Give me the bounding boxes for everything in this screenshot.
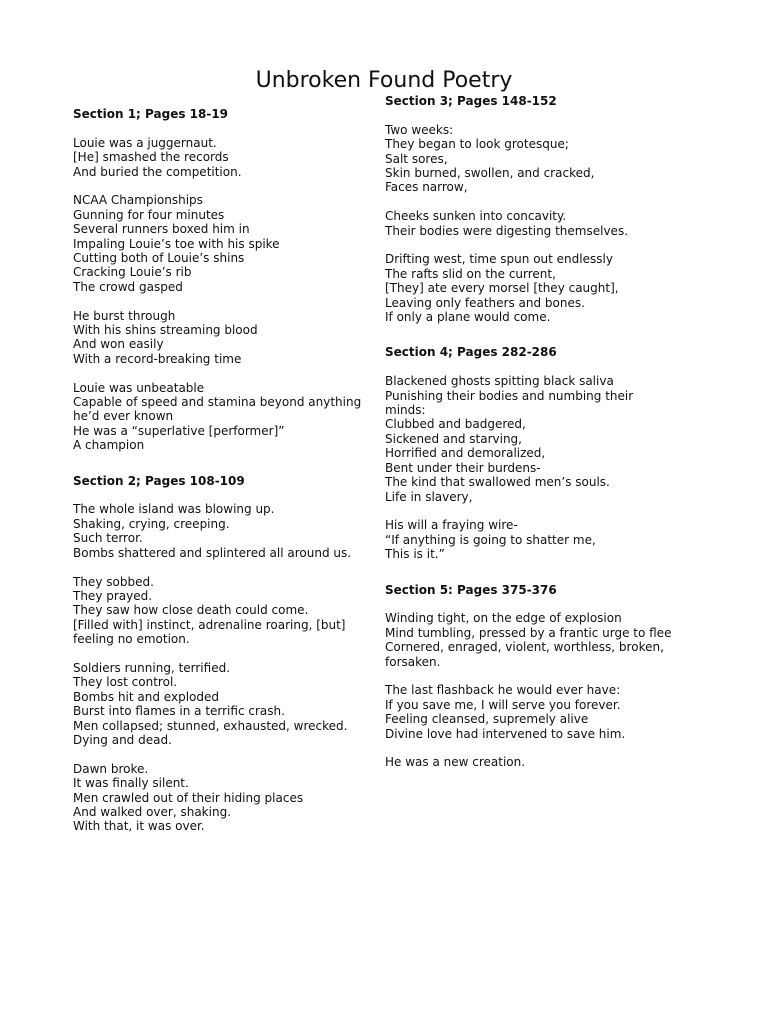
stanza — [73, 502, 393, 560]
poem-line: he’d ever known — [73, 409, 174, 424]
poem-line: Such terror. — [73, 531, 143, 546]
poem-line: If you save me, I will serve you forever. — [385, 697, 621, 712]
poem-line: Their bodies were digesting themselves. — [385, 223, 629, 238]
section-4 — [385, 345, 705, 561]
poem-line: The whole island was blowing up. — [73, 502, 275, 517]
poem-line: With a record-breaking time — [73, 351, 242, 366]
poem-line: Burst into flames in a terrific crash. — [73, 704, 285, 719]
poem-line: The rafts slid on the current, — [385, 266, 556, 281]
poem-line: With his shins streaming blood — [73, 323, 258, 338]
stanza — [385, 518, 705, 561]
poem-line: Punishing their bodies and numbing their — [385, 388, 634, 403]
poem-line: And walked over, shaking. — [73, 804, 232, 819]
section-heading: Section 4; Pages 282-286 — [385, 345, 557, 360]
poem-line: It was finally silent. — [73, 776, 189, 791]
stanza — [73, 381, 393, 453]
poem-line: They saw how close death could come. — [73, 603, 309, 618]
section-heading: Section 3; Pages 148-152 — [385, 94, 557, 108]
poem-line: “If anything is going to shatter me, — [385, 532, 596, 547]
stanza — [73, 575, 393, 647]
poem-line: [He] smashed the records — [73, 150, 229, 165]
poem-line: They prayed. — [73, 588, 153, 603]
left-column — [73, 107, 393, 834]
poem-line: He was a “superlative [performer]” — [73, 423, 285, 438]
stanza — [385, 374, 705, 504]
poem-line: Bombs shattered and splintered all around us. — [73, 545, 352, 560]
right-column — [385, 94, 705, 770]
poem-line: Leaving only feathers and bones. — [385, 295, 585, 310]
poem-line: The last flashback he would ever have: — [385, 683, 621, 698]
poem-line: They began to look grotesque; — [385, 137, 569, 152]
page-title: Unbroken Found Poetry — [255, 68, 513, 93]
poem-line: Mind tumbling, pressed by a frantic urge to flee — [385, 625, 672, 640]
poem-line: Sickened and starving, — [385, 431, 522, 446]
poem-line: Impaling Louie’s toe with his spike — [73, 236, 280, 251]
section-2 — [73, 474, 393, 834]
poem-line: Salt sores, — [385, 151, 448, 166]
poem-line: And won easily — [73, 337, 164, 352]
poem-line: Cheeks sunken into concavity. — [385, 209, 567, 224]
poem-line: A champion — [73, 438, 145, 453]
poem-line: Winding tight, on the edge of explosion — [385, 611, 622, 626]
poem-line: Soldiers running, terrified. — [73, 660, 231, 675]
poem-line: Cutting both of Louie’s shins — [73, 251, 245, 266]
stanza — [385, 123, 705, 195]
poem-line: Shaking, crying, creeping. — [73, 516, 230, 531]
poem-line: Bombs hit and exploded — [73, 689, 219, 704]
poem-line: Louie was unbeatable — [73, 380, 205, 395]
stanza — [385, 683, 705, 741]
poem-line: Louie was a juggernaut. — [73, 135, 217, 150]
poem-line: Cornered, enraged, violent, worthless, broken, — [385, 640, 664, 655]
poem-line: Dying and dead. — [73, 732, 172, 747]
poem-line: And buried the competition. — [73, 164, 242, 179]
poem-line: NCAA Championships — [73, 193, 203, 208]
poem-line: Faces narrow, — [385, 180, 468, 195]
section-heading: Section 5: Pages 375-376 — [385, 582, 557, 597]
section-heading: Section 2; Pages 108-109 — [73, 473, 245, 488]
poem-line: Divine love had intervened to save him. — [385, 726, 626, 741]
poem-line: The kind that swallowed men’s souls. — [385, 475, 610, 490]
stanza — [73, 661, 393, 747]
section-1 — [73, 107, 393, 453]
poem-line: Two weeks: — [385, 122, 454, 137]
poem-line: [Filled with] instinct, adrenaline roaring, [but] — [73, 617, 346, 632]
poem-line: With that, it was over. — [73, 819, 205, 834]
poem-line: Life in slavery, — [385, 489, 473, 504]
stanza — [73, 136, 393, 179]
poem-line: Men crawled out of their hiding places — [73, 790, 304, 805]
stanza — [385, 611, 705, 669]
poem-line: He was a new creation. — [385, 755, 526, 770]
poem-line: forsaken. — [385, 654, 441, 669]
poem-line: Drifting west, time spun out endlessly — [385, 252, 613, 267]
poem-line: His will a fraying wire- — [385, 518, 518, 533]
stanza — [385, 209, 705, 238]
poem-line: Clubbed and badgered, — [385, 417, 526, 432]
poem-line: Blackened ghosts spitting black saliva — [385, 374, 614, 389]
stanza — [385, 252, 705, 324]
poem-line: Men collapsed; stunned, exhausted, wrecked. — [73, 718, 348, 733]
poem-line: Cracking Louie’s rib — [73, 265, 192, 280]
section-3 — [385, 94, 705, 324]
section-5 — [385, 583, 705, 770]
section-heading: Section 1; Pages 18-19 — [73, 107, 229, 121]
poem-line: minds: — [385, 403, 426, 418]
poem-line: Gunning for four minutes — [73, 207, 225, 222]
poem-line: Horrified and demoralized, — [385, 446, 546, 461]
poem-line: They lost control. — [73, 675, 178, 690]
poem-line: If only a plane would come. — [385, 310, 551, 325]
poem-line: Bent under their burdens- — [385, 460, 541, 475]
poem-line: Several runners boxed him in — [73, 222, 250, 237]
poem-line: This is it.” — [385, 547, 445, 562]
stanza — [73, 193, 393, 294]
poem-line: Skin burned, swollen, and cracked, — [385, 166, 595, 181]
poem-line: feeling no emotion. — [73, 632, 190, 647]
stanza — [73, 762, 393, 834]
stanza — [385, 755, 705, 769]
poem-line: He burst through — [73, 308, 176, 323]
poem-line: [They] ate every morsel [they caught], — [385, 281, 619, 296]
poem-line: Dawn broke. — [73, 761, 149, 776]
poem-line: Capable of speed and stamina beyond anything — [73, 395, 362, 410]
poem-line: They sobbed. — [73, 574, 154, 589]
poem-line: Feeling cleansed, supremely alive — [385, 712, 589, 727]
poem-line: The crowd gasped — [73, 279, 183, 294]
stanza — [73, 309, 393, 367]
